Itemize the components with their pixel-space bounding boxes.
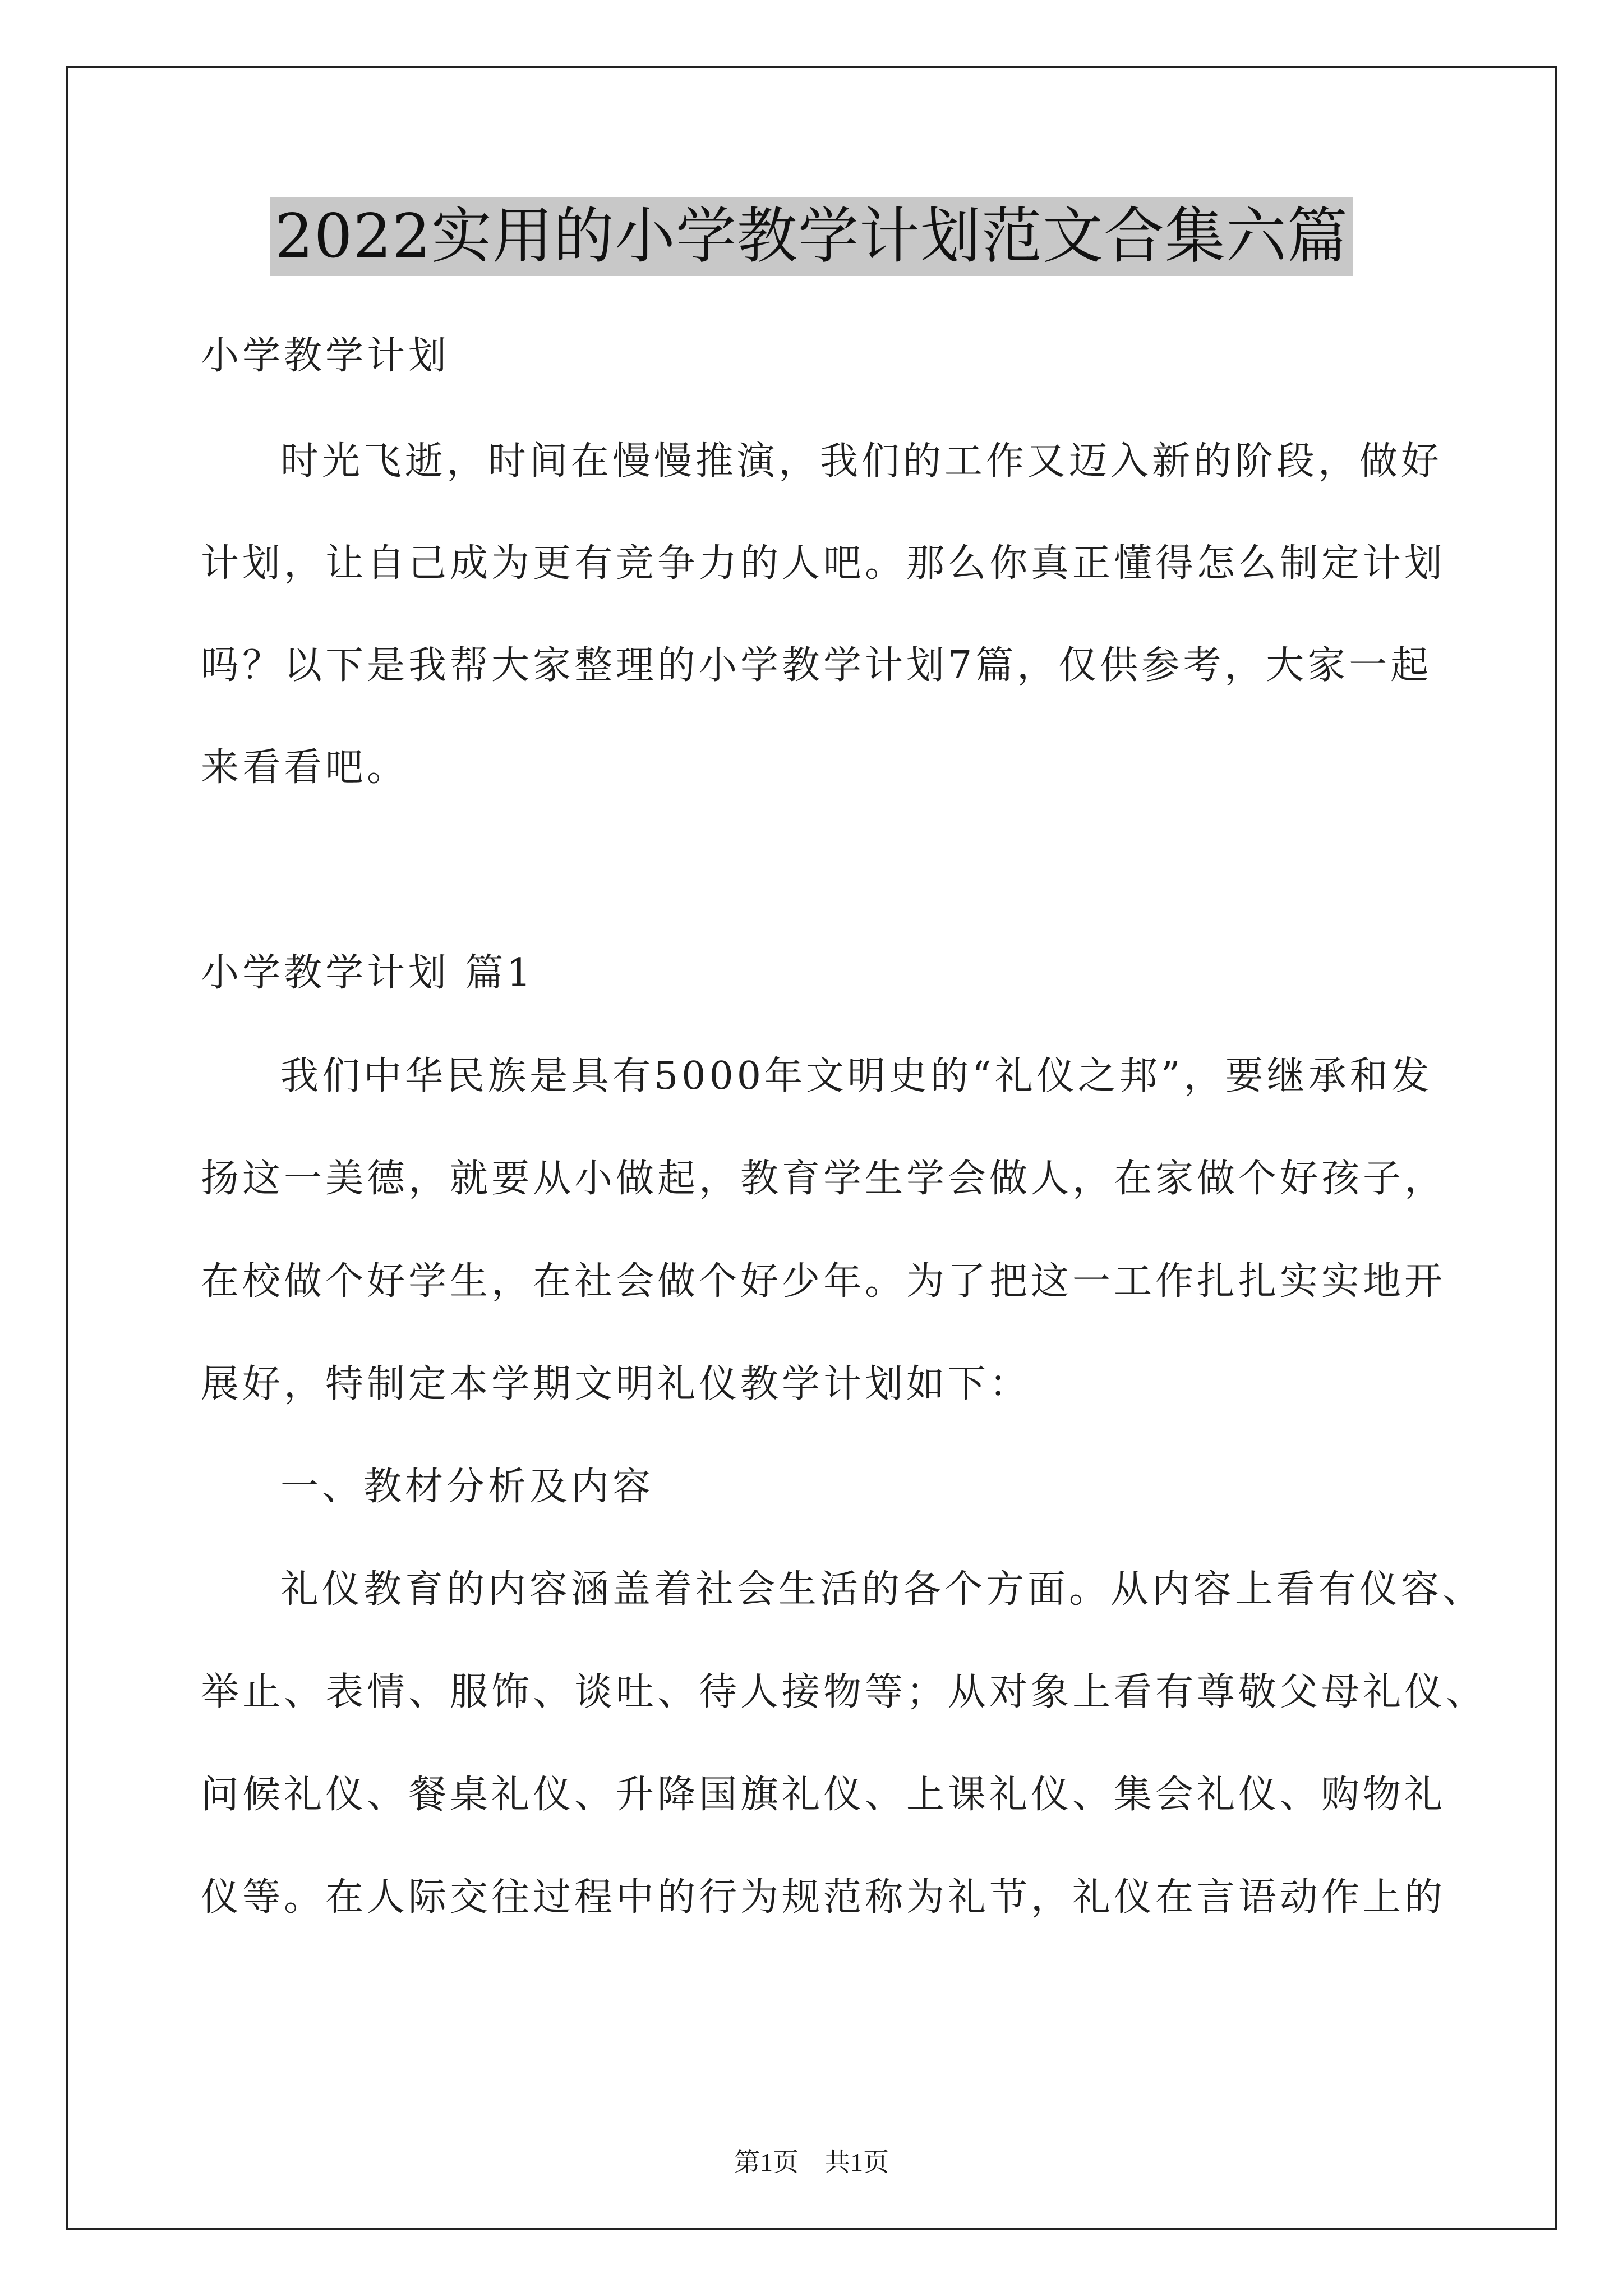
- intro-heading: 小学教学计划: [201, 334, 450, 378]
- document-title: 2022实用的小学教学计划范文合集六篇: [270, 197, 1353, 276]
- subsection-heading: 一、教材分析及内容: [280, 1465, 654, 1509]
- paragraph-line: 我们中华民族是具有5000年文明史的“礼仪之邦”，要继承和发: [280, 1054, 1433, 1098]
- page-footer: 第1页 共1页: [734, 2148, 889, 2177]
- paragraph-line: 举止、表情、服饰、谈吐、待人接物等；从对象上看有尊敬父母礼仪、: [201, 1670, 1488, 1714]
- paragraph-line: 吗？以下是我帮大家整理的小学教学计划7篇，仅供参考，大家一起: [201, 643, 1432, 688]
- paragraph-line: 计划，让自己成为更有竞争力的人吧。那么你真正懂得怎么制定计划: [201, 541, 1446, 586]
- paragraph-line: 时光飞逝，时间在慢慢推演，我们的工作又迈入新的阶段，做好: [280, 439, 1443, 484]
- paragraph-line: 展好，特制定本学期文明礼仪教学计划如下：: [201, 1362, 1031, 1406]
- paragraph-line: 在校做个好学生，在社会做个好少年。为了把这一工作扎扎实实地开: [201, 1259, 1446, 1304]
- paragraph-line: 来看看吧。: [201, 746, 409, 790]
- title-container: [0, 197, 1623, 276]
- paragraph-line: 扬这一美德，就要从小做起，教育学生学会做人，在家做个好孩子，: [201, 1157, 1446, 1201]
- paragraph-line: 仪等。在人际交往过程中的行为规范称为礼节，礼仪在言语动作上的: [201, 1875, 1446, 1920]
- paragraph-line: 礼仪教育的内容涵盖着社会生活的各个方面。从内容上看有仪容、: [280, 1567, 1484, 1612]
- paragraph-line: 问候礼仪、餐桌礼仪、升降国旗礼仪、上课礼仪、集会礼仪、购物礼: [201, 1773, 1446, 1817]
- section-heading: 小学教学计划 篇1: [201, 951, 534, 995]
